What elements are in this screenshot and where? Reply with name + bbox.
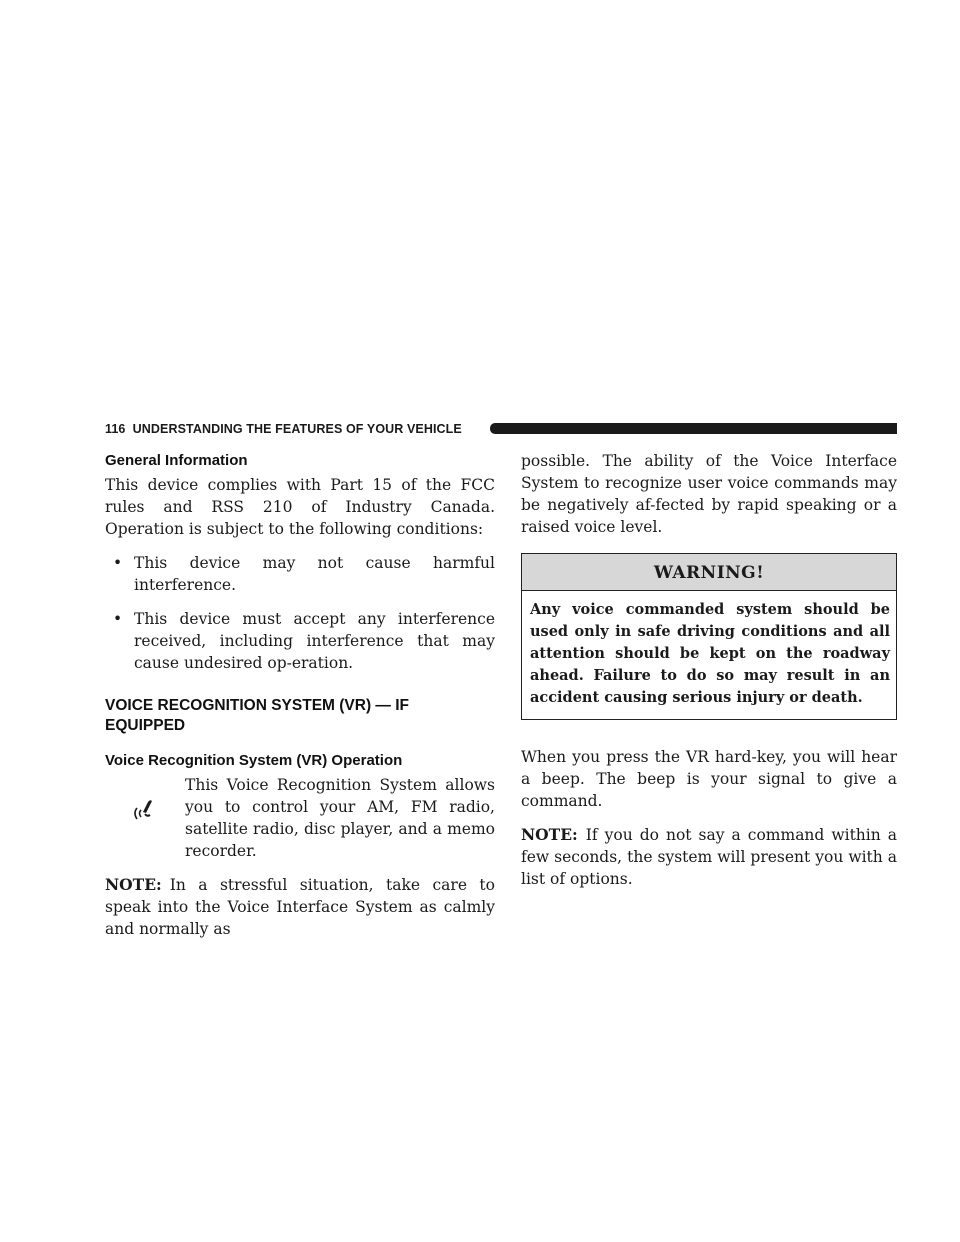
voice-recognition-icon [133, 798, 155, 822]
left-column [105, 450, 495, 940]
bullet-text: This device must accept any interference received, including interference that may cause undesired op-eration. [134, 610, 495, 672]
note-text: If you do not say a command within a few seconds, the system will present you with a list of options. [521, 826, 897, 888]
right-column [521, 450, 897, 890]
warning-title: WARNING! [522, 554, 896, 591]
note-paragraph [105, 874, 495, 940]
note-text: In a stressful situation, take care to speak into the Voice Interface System as calmly and normally as [105, 876, 495, 938]
vr-operation-block [105, 774, 495, 862]
page-header [105, 420, 897, 438]
general-information-paragraph: This device complies with Part 15 of the FCC rules and RSS 210 of Industry Canada. Operation is subject to the following conditions: [105, 476, 495, 538]
general-information-heading: General Information [105, 452, 248, 469]
bullet-item [105, 608, 495, 674]
bullet-dot: • [113, 554, 123, 572]
bullet-dot: • [113, 610, 123, 628]
header-bar [490, 423, 897, 434]
vr-key-paragraph: When you press the VR hard-key, you will hear a beep. The beep is your signal to give a command. [521, 748, 897, 810]
note-label: NOTE: [105, 875, 162, 894]
page-number: 116 [105, 422, 126, 436]
vr-section-heading: VOICE RECOGNITION SYSTEM (VR) — IF EQUIPPED [105, 697, 409, 734]
note-paragraph [521, 824, 897, 890]
bullet-text: This device may not cause harmful interference. [134, 554, 495, 594]
warning-box [521, 553, 897, 720]
section-title: UNDERSTANDING THE FEATURES OF YOUR VEHICLE [132, 422, 462, 436]
vr-operation-heading: Voice Recognition System (VR) Operation [105, 752, 403, 769]
bullet-item [105, 552, 495, 596]
vr-operation-paragraph: This Voice Recognition System allows you to control your AM, FM radio, satellite radio, disc player, and a memo recorder. [185, 776, 495, 860]
header-text [105, 420, 462, 438]
warning-text: Any voice commanded system should be used only in safe driving conditions and all attention should be kept on the roadway ahead. Failure to do so may result in an accident causing serious injury or death. [530, 601, 890, 706]
continued-paragraph: possible. The ability of the Voice Interface System to recognize user voice commands may be negatively af-fected by rapid speaking or a raised voice level. [521, 452, 897, 536]
note-label: NOTE: [521, 825, 578, 844]
